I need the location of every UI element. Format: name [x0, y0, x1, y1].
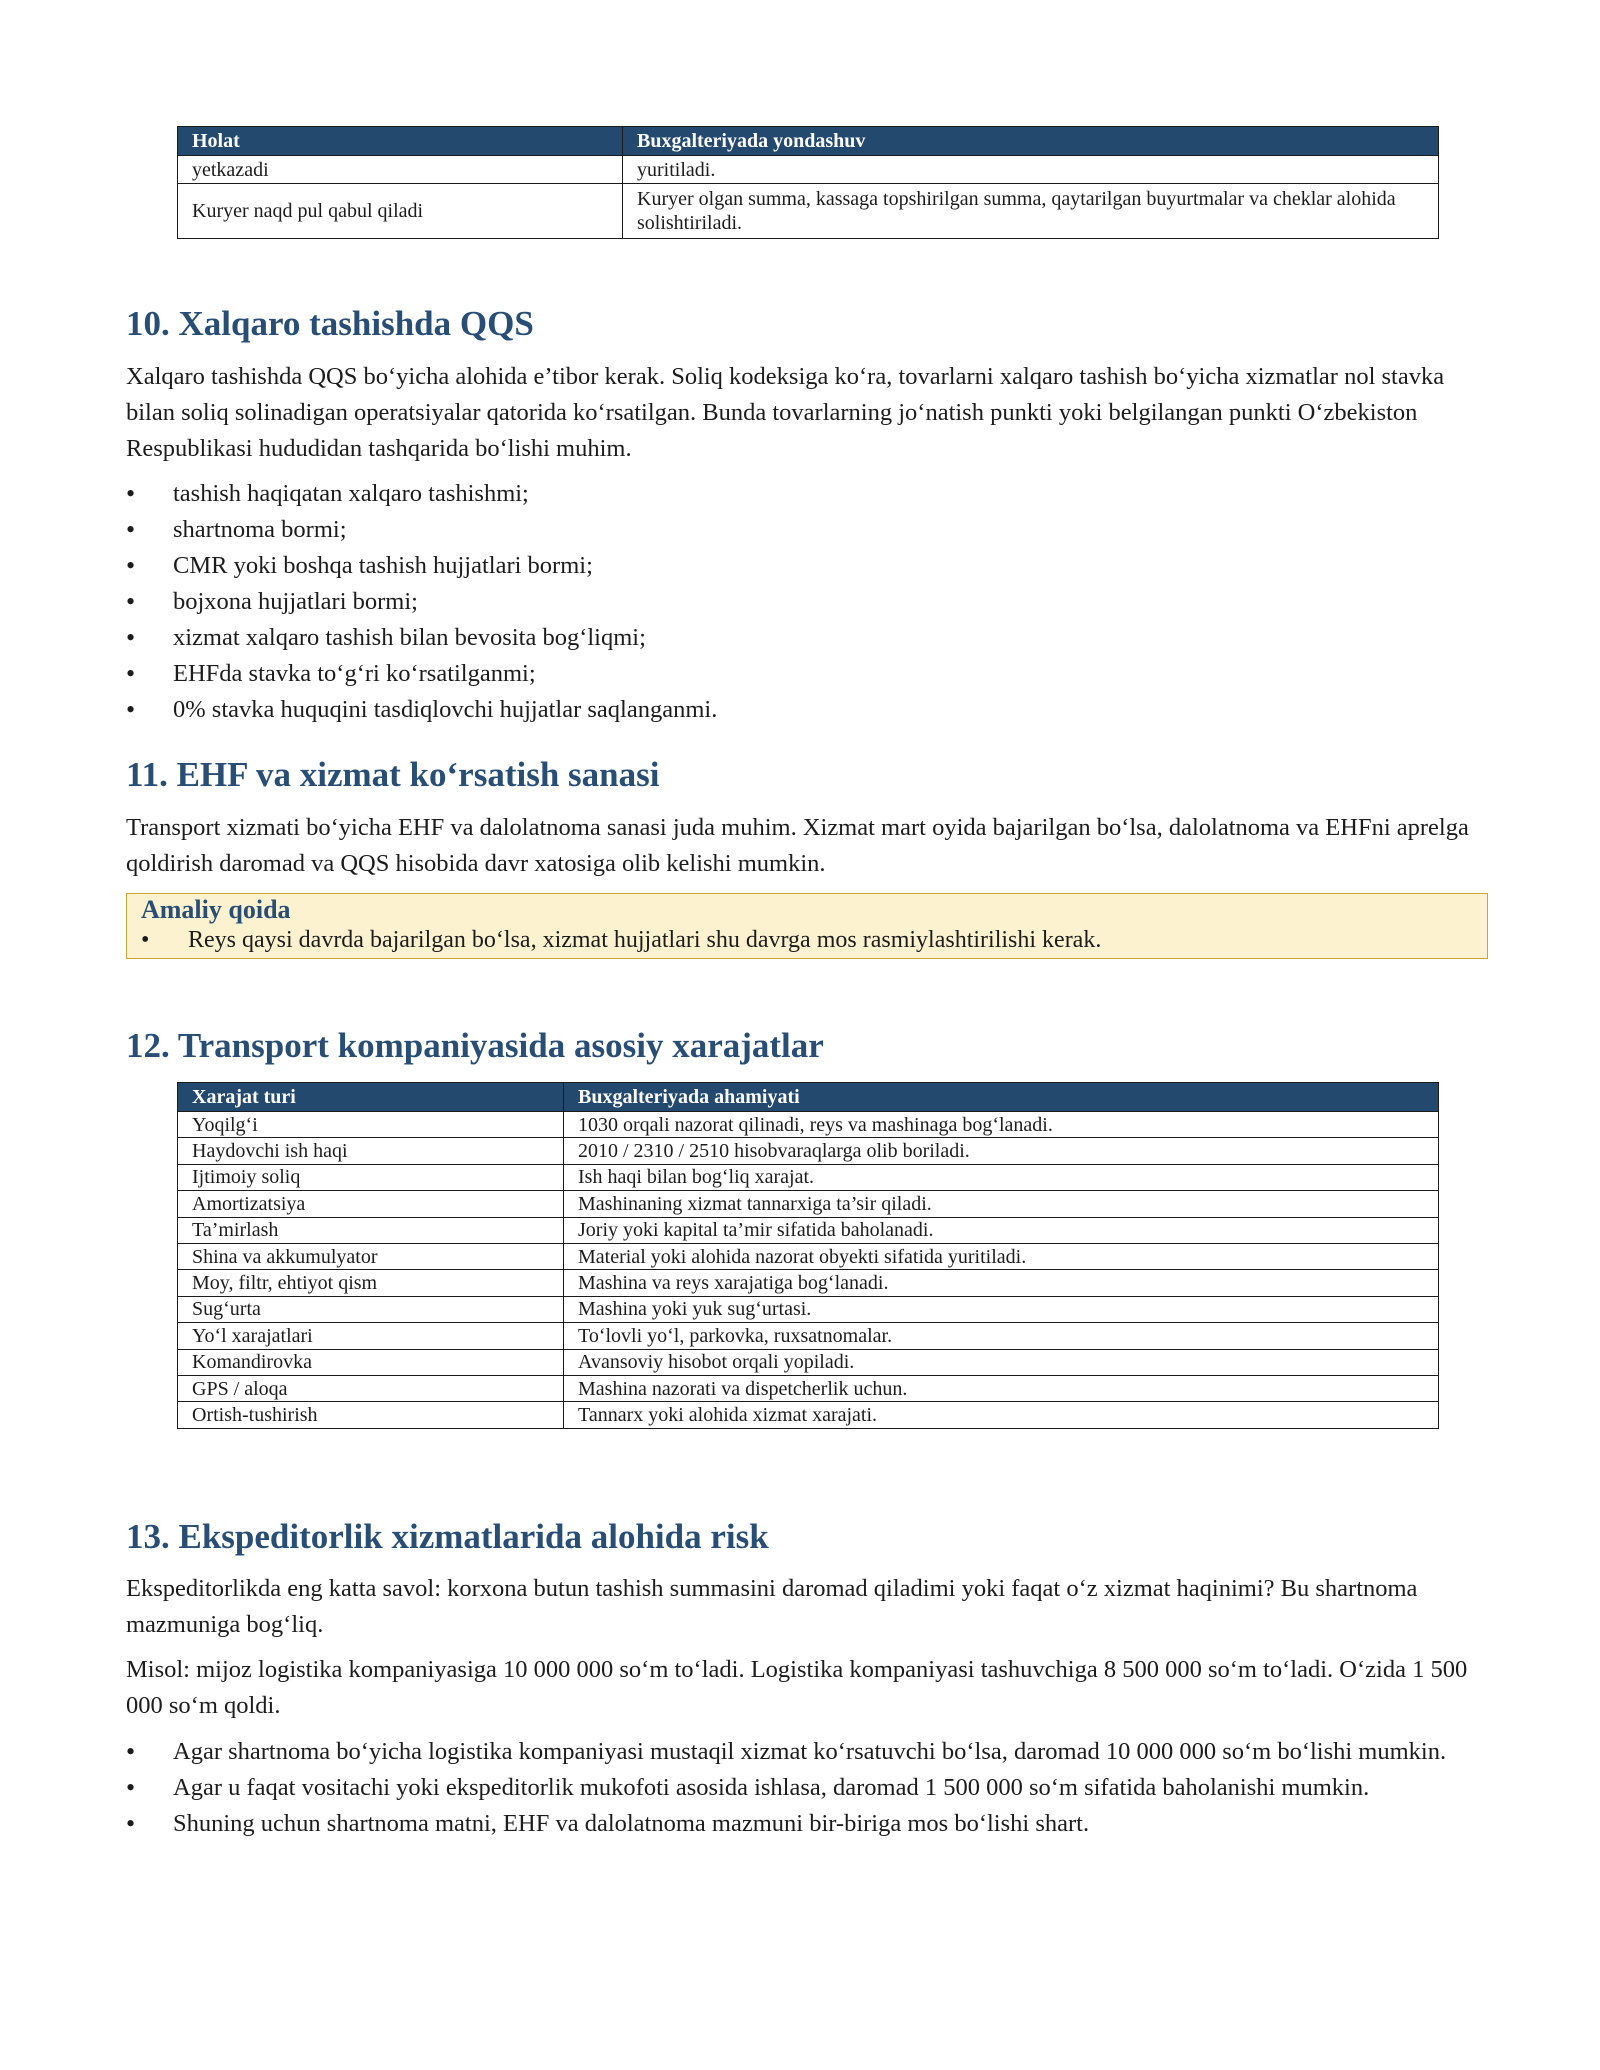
column-header: Holat	[178, 127, 623, 156]
practical-rule-callout	[126, 893, 1488, 959]
list-item: • Reys qaysi davrda bajarilgan bo‘lsa, xizmat hujjatlari shu davrga mos rasmiylashtirilishi kerak.	[141, 925, 1473, 955]
table-row	[178, 1164, 1439, 1190]
table-cell: Mashina va reys xarajatiga bog‘lanadi.	[564, 1270, 1439, 1296]
callout-list	[141, 925, 1473, 955]
column-header: Buxgalteriyada yondashuv	[623, 127, 1439, 156]
list-item: • Agar u faqat vositachi yoki ekspeditorlik mukofoti asosida ishlasa, daromad 1 500 000 so‘m sifatida baholanishi mumkin.	[126, 1770, 1486, 1806]
table-cell: Yo‘l xarajatlari	[178, 1323, 564, 1349]
table-cell: Tannarx yoki alohida xizmat xarajati.	[564, 1402, 1439, 1428]
bullet-list	[126, 476, 1486, 728]
table-cell: Material yoki alohida nazorat obyekti sifatida yuritiladi.	[564, 1243, 1439, 1269]
table-row	[178, 1112, 1439, 1138]
table-row	[178, 1191, 1439, 1217]
table-cell: Mashina yoki yuk sug‘urtasi.	[564, 1296, 1439, 1322]
table-cell: Joriy yoki kapital ta’mir sifatida baholanadi.	[564, 1217, 1439, 1243]
table-cell: Ish haqi bilan bog‘liq xarajat.	[564, 1164, 1439, 1190]
table-cell: yetkazadi	[178, 156, 623, 184]
table-row	[178, 184, 1439, 239]
table-cell: Kuryer naqd pul qabul qiladi	[178, 184, 623, 239]
table-cell: Shina va akkumulyator	[178, 1243, 564, 1269]
table-row	[178, 1323, 1439, 1349]
table-cell: Amortizatsiya	[178, 1191, 564, 1217]
table-cell: To‘lovli yo‘l, parkovka, ruxsatnomalar.	[564, 1323, 1439, 1349]
section-heading: 13. Ekspeditorlik xizmatlarida alohida risk	[126, 1517, 769, 1556]
section-heading: 11. EHF va xizmat ko‘rsatish sanasi	[126, 755, 660, 794]
list-item: • tashish haqiqatan xalqaro tashishmi;	[126, 476, 1486, 512]
table-cell: Komandirovka	[178, 1349, 564, 1375]
list-item: • 0% stavka huquqini tasdiqlovchi hujjatlar saqlanganmi.	[126, 692, 1486, 728]
body-paragraph: Ekspeditorlikda eng katta savol: korxona butun tashish summasini daromad qiladimi yoki faqat o‘z xizmat haqinimi? Bu shartnoma mazmuniga bog‘liq.	[126, 1575, 1418, 1638]
list-item: • xizmat xalqaro tashish bilan bevosita bog‘liqmi;	[126, 620, 1486, 656]
table-cell: Sug‘urta	[178, 1296, 564, 1322]
body-paragraph: Transport xizmati bo‘yicha EHF va dalolatnoma sanasi juda muhim. Xizmat mart oyida bajarilgan bo‘lsa, dalolatnoma va EHFni aprelga qoldirish daromad va QQS hisobida davr xatosiga olib kelishi mumkin.	[126, 814, 1469, 877]
column-header: Xarajat turi	[178, 1083, 564, 1112]
callout-title: Amaliy qoida	[141, 895, 291, 924]
list-item: • Agar shartnoma bo‘yicha logistika kompaniyasi mustaqil xizmat ko‘rsatuvchi bo‘lsa, daromad 10 000 000 so‘m bo‘lishi mumkin.	[126, 1734, 1486, 1770]
table-cell: Yoqilg‘i	[178, 1112, 564, 1138]
table-cell: GPS / aloqa	[178, 1375, 564, 1401]
table-cell: Avansoviy hisobot orqali yopiladi.	[564, 1349, 1439, 1375]
body-paragraph: Misol: mijoz logistika kompaniyasiga 10 000 000 so‘m to‘ladi. Logistika kompaniyasi tashuvchiga 8 500 000 so‘m to‘ladi. O‘zida 1 500 000 so‘m qoldi.	[126, 1656, 1468, 1719]
table-cell: Haydovchi ish haqi	[178, 1138, 564, 1164]
table-cell: yuritiladi.	[623, 156, 1439, 184]
column-header: Buxgalteriyada ahamiyati	[564, 1083, 1439, 1112]
list-item: • EHFda stavka to‘g‘ri ko‘rsatilganmi;	[126, 656, 1486, 692]
section-heading: 12. Transport kompaniyasida asosiy xarajatlar	[126, 1026, 824, 1065]
table-header-row	[178, 1083, 1439, 1112]
table-row	[178, 1243, 1439, 1269]
section-heading: 10. Xalqaro tashishda QQS	[126, 304, 534, 343]
table-cell: Ta’mirlash	[178, 1217, 564, 1243]
list-item: • bojxona hujjatlari bormi;	[126, 584, 1486, 620]
table-cell: Ortish-tushirish	[178, 1402, 564, 1428]
bullet-list	[126, 1734, 1486, 1842]
table-row	[178, 156, 1439, 184]
table-header-row	[178, 127, 1439, 156]
list-item: • Shuning uchun shartnoma matni, EHF va dalolatnoma mazmuni bir-biriga mos bo‘lishi shart.	[126, 1806, 1486, 1842]
table-row	[178, 1402, 1439, 1428]
table-row	[178, 1375, 1439, 1401]
table-cell: 1030 orqali nazorat qilinadi, reys va mashinaga bog‘lanadi.	[564, 1112, 1439, 1138]
approach-table	[177, 126, 1439, 239]
table-row	[178, 1217, 1439, 1243]
list-item: • shartnoma bormi;	[126, 512, 1486, 548]
table-cell: Mashinaning xizmat tannarxiga ta’sir qiladi.	[564, 1191, 1439, 1217]
body-paragraph: Xalqaro tashishda QQS bo‘yicha alohida e’tibor kerak. Soliq kodeksiga ko‘ra, tovarlarni xalqaro tashish bo‘yicha xizmatlar nol stavka bilan soliq solinadigan operatsiyalar qatorida ko‘rsatilgan. Bunda tovarlarning jo‘natish punkti yoki belgilangan punkti O‘zbekiston Respublikasi hududidan tashqarida bo‘lishi muhim.	[126, 363, 1445, 462]
expenses-table	[177, 1082, 1439, 1429]
table-cell: Kuryer olgan summa, kassaga topshirilgan summa, qaytarilgan buyurtmalar va cheklar alohida solishtiriladi.	[623, 184, 1439, 239]
table-cell: 2010 / 2310 / 2510 hisobvaraqlarga olib boriladi.	[564, 1138, 1439, 1164]
table-cell: Moy, filtr, ehtiyot qism	[178, 1270, 564, 1296]
list-item: • CMR yoki boshqa tashish hujjatlari bormi;	[126, 548, 1486, 584]
table-row	[178, 1349, 1439, 1375]
table-row	[178, 1138, 1439, 1164]
table-cell: Ijtimoiy soliq	[178, 1164, 564, 1190]
table-cell: Mashina nazorati va dispetcherlik uchun.	[564, 1375, 1439, 1401]
table-row	[178, 1296, 1439, 1322]
table-row	[178, 1270, 1439, 1296]
